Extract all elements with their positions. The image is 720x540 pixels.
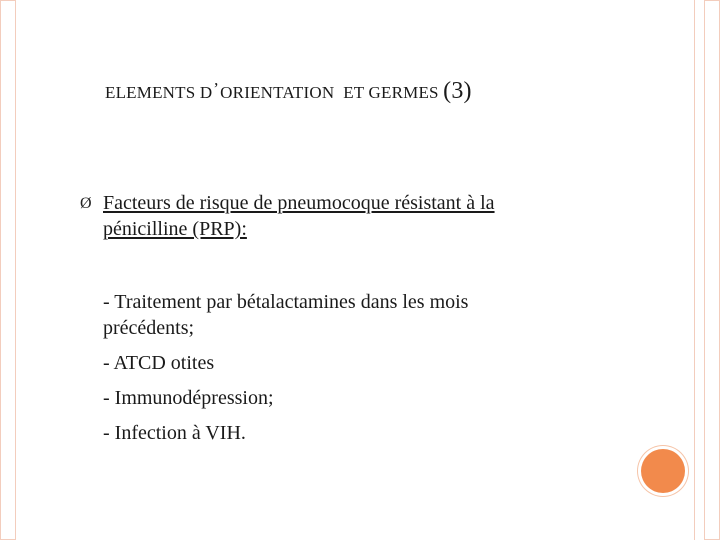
bullet-line-2: pénicilline (PRP): [103,218,247,240]
risk-factor-list [103,289,573,455]
list-item: précédents; [103,317,195,339]
right-frame-line [694,0,695,540]
left-frame-border [0,0,16,540]
decorative-circle [641,449,685,493]
title-apostrophe: ’ [213,79,220,98]
right-frame-border [704,0,720,540]
slide-title [105,78,472,105]
list-item: - Infection à VIH. [103,422,246,444]
title-part2: ORIENTATION ET GERMES [220,83,439,102]
title-number: (3) [443,78,472,104]
arrow-bullet-icon: Ø [80,195,92,212]
title-part1: ELEMENTS D [105,83,213,102]
bullet-heading [103,190,583,242]
list-item: - Immunodépression; [103,387,274,409]
list-item: - Traitement par bétalactamines dans les mois [103,291,469,313]
list-item: - ATCD otites [103,352,215,374]
bullet-line-1: Facteurs de risque de pneumocoque résistant à la [103,192,495,214]
